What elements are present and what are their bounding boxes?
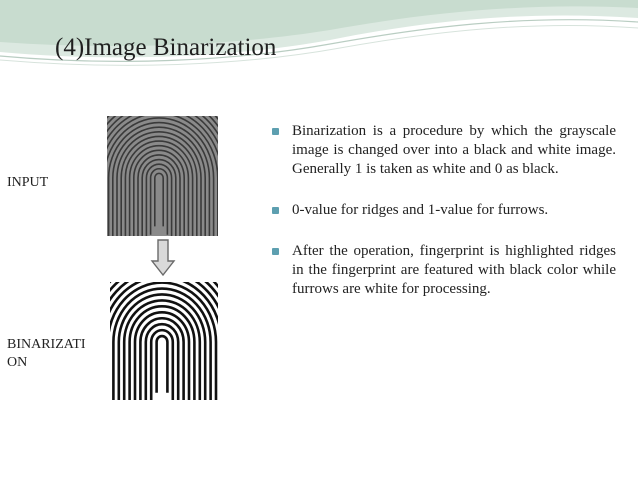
bullet-item — [272, 201, 616, 220]
square-bullet-icon — [272, 248, 279, 255]
input-fingerprint-image — [107, 116, 218, 236]
binarization-label: BINARIZATI ON — [7, 337, 86, 370]
slide-title: (4)Image Binarization — [55, 34, 277, 61]
input-label: INPUT — [7, 175, 49, 190]
down-arrow-icon — [150, 239, 176, 277]
bullet-text: Binarization is a procedure by which the grayscale image is changed over into a black and white image. Generally 1 is taken as white and 0 as black. — [292, 123, 616, 177]
bullet-item — [272, 122, 616, 179]
bullet-text: 0-value for ridges and 1-value for furrows. — [292, 202, 549, 218]
bullet-item — [272, 242, 616, 299]
bullet-list — [272, 122, 616, 321]
binarized-fingerprint-image — [110, 282, 218, 400]
square-bullet-icon — [272, 207, 279, 214]
square-bullet-icon — [272, 128, 279, 135]
bullet-text: After the operation, fingerprint is highlighted ridges in the fingerprint are featured with black color while furrows are white for processing. — [292, 243, 616, 297]
